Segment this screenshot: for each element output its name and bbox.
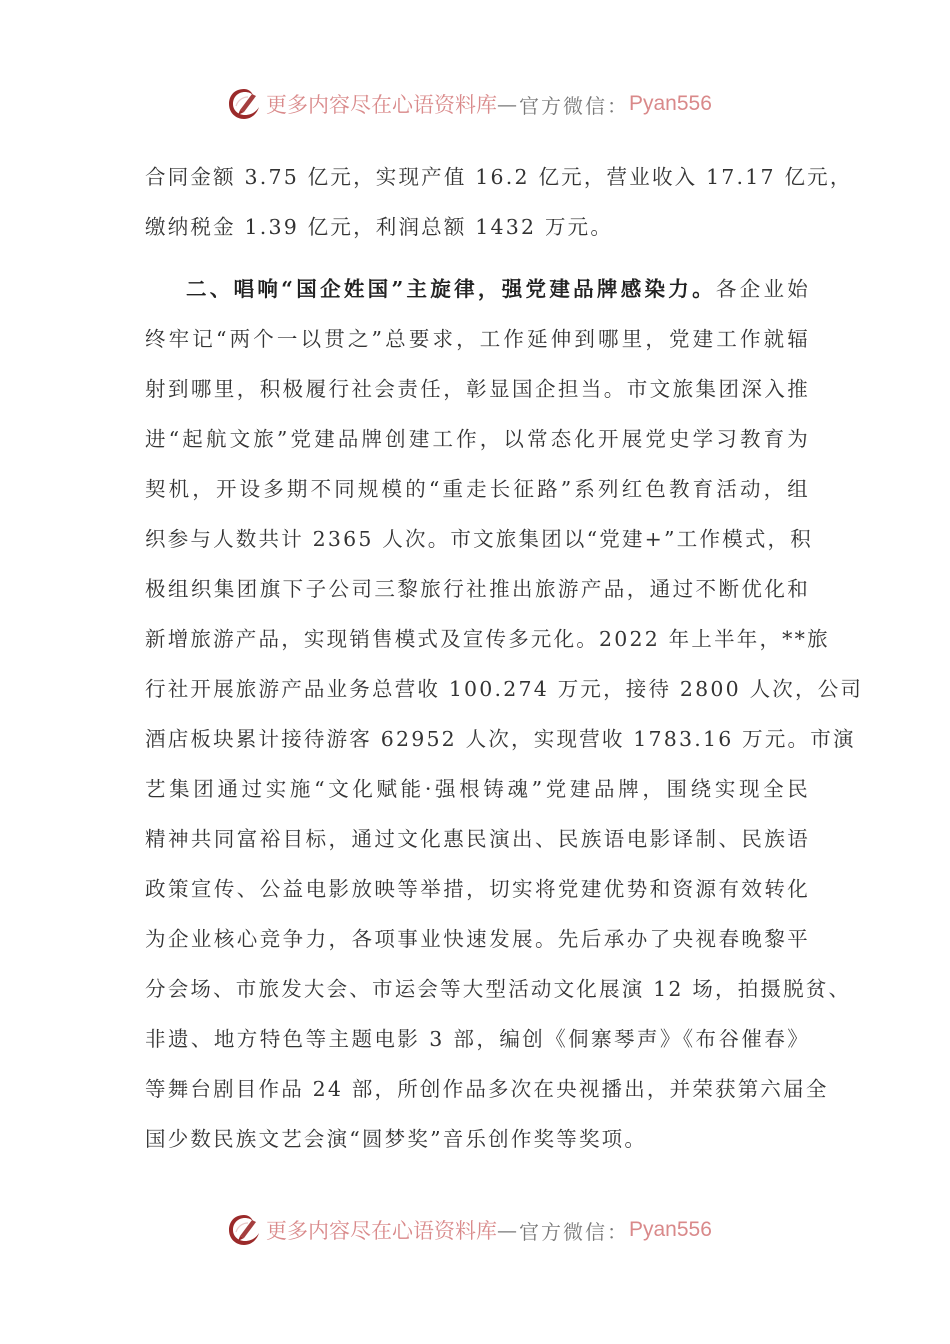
text-line: 等舞台剧目作品 24 部，所创作品多次在央视播出，并荣获第六届全 <box>145 1077 829 1101</box>
site-name-text: 更多内容尽在心语资料库 <box>266 93 497 117</box>
text-line: 极组织集团旗下子公司三黎旅行社推出旅游产品，通过不断优化和 <box>145 577 810 601</box>
paragraph-party-brand <box>145 264 864 1164</box>
text-line: 为企业核心竞争力，各项事业快速发展。先后承办了央视春晚黎平 <box>145 927 810 951</box>
text-line: 合同金额 3.75 亿元，实现产值 16.2 亿元，营业收入 17.17 亿元， <box>145 165 853 189</box>
text-line: 分会场、市旅发大会、市运会等大型活动文化展演 12 场，拍摄脱贫、 <box>145 977 852 1001</box>
section-heading: 二、唱响“国企姓国”主旋律，强党建品牌感染力。 <box>186 277 716 301</box>
text-line: 终牢记“两个一以贯之”总要求，工作延伸到哪里，党建工作就辐 <box>145 327 810 351</box>
text-line: 精神共同富裕目标，通过文化惠民演出、民族语电影译制、民族语 <box>145 827 810 851</box>
text-line: 艺集团通过实施“文化赋能·强根铸魂”党建品牌，围绕实现全民 <box>145 777 810 801</box>
text-line: 契机，开设多期不同规模的“重走长征路”系列红色教育活动，组 <box>145 477 810 501</box>
text-line: 射到哪里，积极履行社会责任，彰显国企担当。市文旅集团深入推 <box>145 377 810 401</box>
document-body <box>145 152 864 1164</box>
text-line: 国少数民族文艺会演“圆梦奖”音乐创作奖等奖项。 <box>145 1127 648 1151</box>
site-name-text: 更多内容尽在心语资料库 <box>266 1219 497 1243</box>
text-line: 政策宣传、公益电影放映等举措，切实将党建优势和资源有效转化 <box>145 877 810 901</box>
wechat-label: 官方微信： <box>519 93 629 118</box>
text-line: 行社开展旅游产品业务总营收 100.274 万元，接待 2800 人次，公司 <box>145 677 864 701</box>
text-line: 进“起航文旅”党建品牌创建工作，以常态化开展党史学习教育为 <box>145 427 810 451</box>
paragraph-financial-summary <box>145 152 853 252</box>
header-watermark-banner <box>226 84 726 124</box>
separator-dash: — <box>497 92 519 116</box>
text-line: 缴纳税金 1.39 亿元，利润总额 1432 万元。 <box>145 215 614 239</box>
text-line: 新增旅游产品，实现销售模式及宣传多元化。2022 年上半年，**旅 <box>145 627 830 651</box>
wechat-id: Pyan556 <box>629 92 712 115</box>
text-line: 酒店板块累计接待游客 62952 人次，实现营收 1783.16 万元。市演 <box>145 727 856 751</box>
quill-pen-logo-icon <box>226 1212 262 1248</box>
text-fragment: 各企业始 <box>715 277 810 301</box>
wechat-id: Pyan556 <box>629 1218 712 1241</box>
text-line: 织参与人数共计 2365 人次。市文旅集团以“党建+”工作模式，积 <box>145 527 813 551</box>
text-line: 非遗、地方特色等主题电影 3 部，编创《侗寨琴声》《布谷催春》 <box>145 1027 810 1051</box>
separator-dash: — <box>497 1218 519 1242</box>
quill-pen-logo-icon <box>226 86 262 122</box>
heading-line <box>145 264 810 314</box>
footer-watermark-banner <box>226 1210 726 1250</box>
wechat-label: 官方微信： <box>519 1219 629 1244</box>
